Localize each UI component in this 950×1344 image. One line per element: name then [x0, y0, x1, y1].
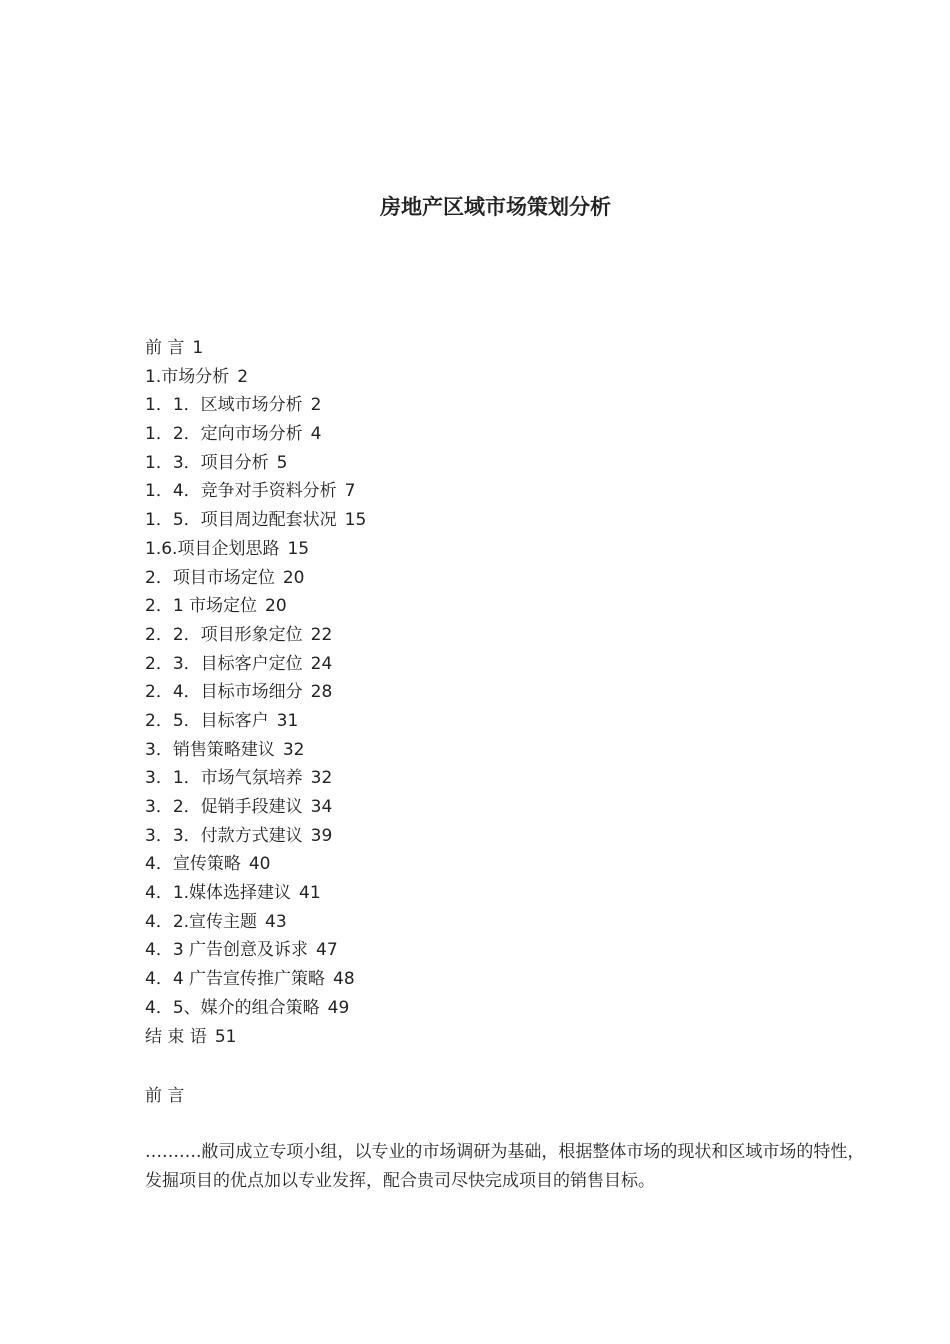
toc-item-label: 1.市场分析	[145, 366, 230, 387]
toc-item-page: 20	[282, 567, 305, 588]
toc-item-label: 4．宣传策略	[145, 854, 241, 875]
toc-item[interactable]	[145, 621, 845, 650]
toc-item[interactable]	[145, 363, 845, 392]
toc-item-page: 31	[276, 710, 299, 731]
toc-item[interactable]	[145, 736, 845, 765]
toc-item-page: 24	[310, 653, 333, 674]
toc-item-label: 4．1.媒体选择建议	[145, 883, 292, 904]
toc-item[interactable]	[145, 936, 845, 965]
toc-item-page: 15	[287, 538, 310, 559]
toc-item-page: 51	[214, 1026, 237, 1047]
toc-item[interactable]	[145, 793, 845, 822]
toc-item-label: 2．4．目标市场细分	[145, 682, 303, 703]
toc-item[interactable]	[145, 449, 845, 478]
table-of-contents	[145, 334, 845, 1051]
toc-item-page: 48	[333, 969, 355, 990]
toc-item-page: 28	[310, 682, 333, 703]
toc-item[interactable]	[145, 764, 845, 793]
toc-item[interactable]	[145, 420, 845, 449]
toc-item-label: 1．3．项目分析	[145, 452, 269, 473]
toc-item-page: 40	[248, 854, 271, 875]
toc-item[interactable]	[145, 1023, 845, 1052]
toc-item-label: 1．4．竞争对手资料分析	[145, 481, 337, 502]
toc-item-page: 47	[316, 940, 338, 961]
toc-item[interactable]	[145, 879, 845, 908]
toc-item-label: 结 束 语	[145, 1026, 207, 1047]
document-title: 房地产区域市场策划分析	[380, 194, 611, 219]
toc-item-label: 2．5．目标客户	[145, 710, 269, 731]
toc-item-page: 2	[237, 366, 249, 387]
toc-item-label: 前 言	[145, 338, 185, 358]
toc-item[interactable]	[145, 650, 845, 679]
toc-item[interactable]	[145, 965, 845, 994]
toc-item-label: 1．5．项目周边配套状况	[145, 510, 337, 531]
toc-item-page: 5	[276, 452, 288, 473]
toc-item-page: 41	[299, 883, 321, 904]
toc-item-page: 39	[310, 825, 333, 846]
toc-item-page: 7	[344, 481, 356, 502]
toc-item[interactable]	[145, 477, 845, 506]
toc-item-label: 2．3．目标客户定位	[145, 653, 303, 674]
toc-item[interactable]	[145, 535, 845, 564]
toc-item-label: 4．3 广告创意及诉求	[145, 940, 309, 961]
toc-item-page: 1	[192, 338, 204, 358]
toc-item-label: 3．1．市场气氛培养	[145, 768, 303, 789]
toc-item-label: 3．3．付款方式建议	[145, 825, 303, 846]
toc-item[interactable]	[145, 707, 845, 736]
toc-item-label: 3．销售策略建议	[145, 739, 275, 760]
toc-item-label: 2．1 市场定位	[145, 596, 258, 617]
intro-paragraph: ……….敝司成立专项小组，以专业的市场调研为基础，根据整体市场的现状和区域市场的特性，发掘项目的优点加以专业发挥，配合贵司尽快完成项目的销售目标。	[145, 1142, 865, 1191]
toc-item[interactable]	[145, 850, 845, 879]
toc-item-page: 15	[344, 510, 367, 531]
toc-item[interactable]	[145, 334, 845, 363]
toc-item-page: 32	[310, 768, 333, 789]
toc-item-page: 22	[310, 624, 333, 645]
toc-item[interactable]	[145, 592, 845, 621]
toc-item-label: 2．项目市场定位	[145, 567, 275, 588]
toc-item-page: 43	[265, 911, 287, 932]
toc-item[interactable]	[145, 506, 845, 535]
toc-item-page: 4	[310, 424, 322, 445]
toc-item-page: 2	[310, 395, 322, 416]
toc-item-label: 1．2．定向市场分析	[145, 424, 303, 445]
toc-item-page: 49	[327, 997, 350, 1018]
toc-item-label: 2．2．项目形象定位	[145, 624, 303, 645]
toc-item-label: 4．4 广告宣传推广策略	[145, 969, 326, 990]
toc-item[interactable]	[145, 822, 845, 851]
toc-item[interactable]	[145, 994, 845, 1023]
toc-item-page: 32	[282, 739, 305, 760]
toc-item-label: 4．5、媒介的组合策略	[145, 997, 320, 1018]
toc-item-label: 3．2．促销手段建议	[145, 797, 303, 817]
toc-item[interactable]	[145, 564, 845, 593]
toc-item[interactable]	[145, 908, 845, 937]
toc-item-page: 20	[265, 596, 287, 617]
toc-item-page: 34	[310, 797, 333, 817]
toc-item[interactable]	[145, 678, 845, 707]
toc-item-label: 1．1．区域市场分析	[145, 395, 303, 416]
toc-item-label: 4．2.宣传主题	[145, 911, 258, 932]
toc-item[interactable]	[145, 391, 845, 420]
toc-item-label: 1.6.项目企划思路	[145, 538, 280, 559]
section-heading: 前 言	[145, 1086, 185, 1106]
